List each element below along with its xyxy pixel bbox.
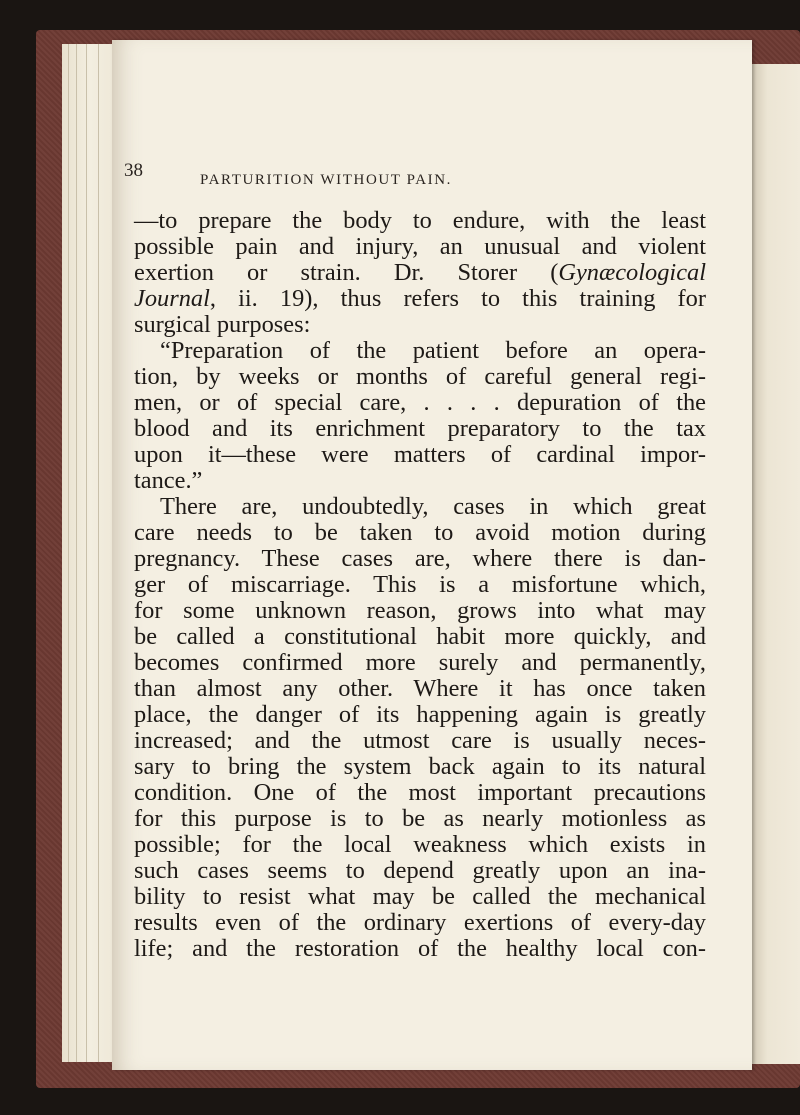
text-line: than almost any other. Where it has once taken [134,675,706,702]
text-line: be called a constitutional habit more quickly, and [134,623,706,650]
text-line: for some unknown reason, grows into what may [134,597,706,624]
text-line: upon it—these were matters of cardinal impor- [134,441,706,468]
text-line: sary to bring the system back again to its natural [134,753,706,780]
text-line: possible pain and injury, an unusual and violent [134,233,706,260]
text-line: life; and the restoration of the healthy local con- [134,935,706,962]
text-line: tion, by weeks or months of careful general regi- [134,363,706,390]
page-header [124,160,544,190]
text-line: increased; and the utmost care is usually neces- [134,727,706,754]
text-line: “Preparation of the patient before an opera- [160,337,706,364]
text-line: surgical purposes: [134,311,311,338]
text-line: such cases seems to depend greatly upon an ina- [134,857,706,884]
text-line: —to prepare the body to endure, with the least [134,207,706,234]
text-line: place, the danger of its happening again is greatly [134,701,706,728]
text-line: care needs to be taken to avoid motion during [134,519,706,546]
text-line: There are, undoubtedly, cases in which great [160,493,706,520]
text-line: Journal, ii. 19), thus refers to this training for [134,285,706,312]
text-line: men, or of special care, . . . . depuration of the [134,389,706,416]
running-head: PARTURITION WITHOUT PAIN. [200,172,453,188]
text-line: condition. One of the most important precautions [134,779,706,806]
text-line: blood and its enrichment preparatory to the tax [134,415,706,442]
text-line: for this purpose is to be as nearly motionless as [134,805,706,832]
text-line: exertion or strain. Dr. Storer (Gynæcological [134,259,706,286]
text-line: results even of the ordinary exertions of every-day [134,909,706,936]
right-page-edges [750,64,800,1064]
text-line: tance.” [134,467,203,494]
text-line: ger of miscarriage. This is a misfortune which, [134,571,706,598]
text-line: becomes confirmed more surely and permanently, [134,649,706,676]
text-line: pregnancy. These cases are, where there is dan- [134,545,706,572]
text-line: bility to resist what may be called the mechanical [134,883,706,910]
page-number: 38 [124,160,143,181]
text-line: possible; for the local weakness which exists in [134,831,706,858]
